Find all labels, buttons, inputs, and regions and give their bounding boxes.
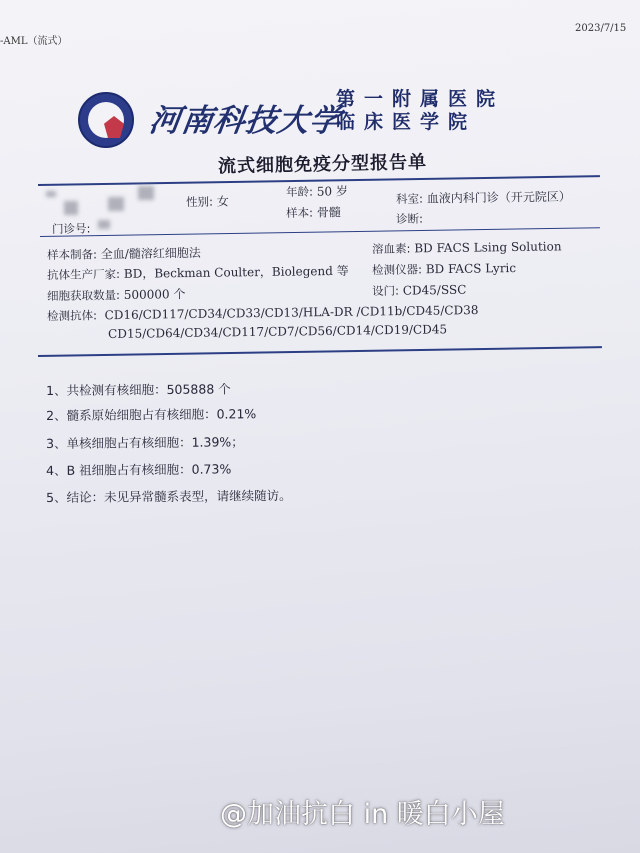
antibody-field: 检测抗体: CD16/CD117/CD34/CD33/CD13/HLA-DR /CD11b/CD45/CD38 [47,302,479,323]
instrument-field: 检测仪器: BD FACS Lyric [372,260,517,277]
manufacturer-field: 抗体生产厂家: BD，Beckman Coulter，Biolegend 等 [47,263,349,282]
age-field: 年龄: 50 岁 [286,184,349,199]
result-item: 2、髓系原始细胞占有核细胞：0.21% [46,406,257,423]
hospital-name-line2: 临床医学院 [336,111,477,133]
redacted-mark [64,201,78,215]
clinic-number-field: 门诊号: [52,221,91,236]
redacted-mark [138,186,154,200]
result-item: 3、单核细胞占有核细胞：1.39%； [46,434,244,451]
result-conclusion: 5、结论：未见异常髓系表型，请继续随访。 [46,487,292,505]
hospital-logo [78,92,134,148]
redacted-mark [108,197,124,211]
sample-field: 样本: 骨髓 [286,205,341,220]
gate-field: 设门: CD45/SSC [372,282,467,298]
lysis-field: 溶血素: BD FACS Lsing Solution [372,239,562,256]
diagnosis-field: 诊断: [396,211,424,226]
hospital-name-line1: 第一附属医院 [336,88,505,110]
watermark: @加油抗白 in 暖白小屋 [220,799,505,830]
header-fragment: -AML（流式） [0,36,68,47]
redacted-mark [98,220,110,229]
method-rule [38,346,602,357]
antibody-line2: CD15/CD64/CD34/CD117/CD7/CD56/CD14/CD19/CD45 [108,322,448,341]
cell-count-field: 细胞获取数量: 500000 个 [47,287,186,303]
dept-field: 科室: 血液内科门诊（开元院区） [396,189,571,206]
result-item: 4、B 祖细胞占有核细胞：0.73% [46,461,232,478]
redacted-mark [46,191,56,197]
sex-field: 性别: 女 [186,194,229,209]
prep-field: 样本制备: 全血/髓溶红细胞法 [47,245,201,262]
patient-rule [40,227,600,237]
university-name: 河南科技大学 [146,103,345,139]
result-item: 1、共检测有核细胞：505888 个 [46,381,231,398]
report-title: 流式细胞免疫分型报告单 [217,151,428,178]
report-date: 2023/7/15 [575,23,627,34]
